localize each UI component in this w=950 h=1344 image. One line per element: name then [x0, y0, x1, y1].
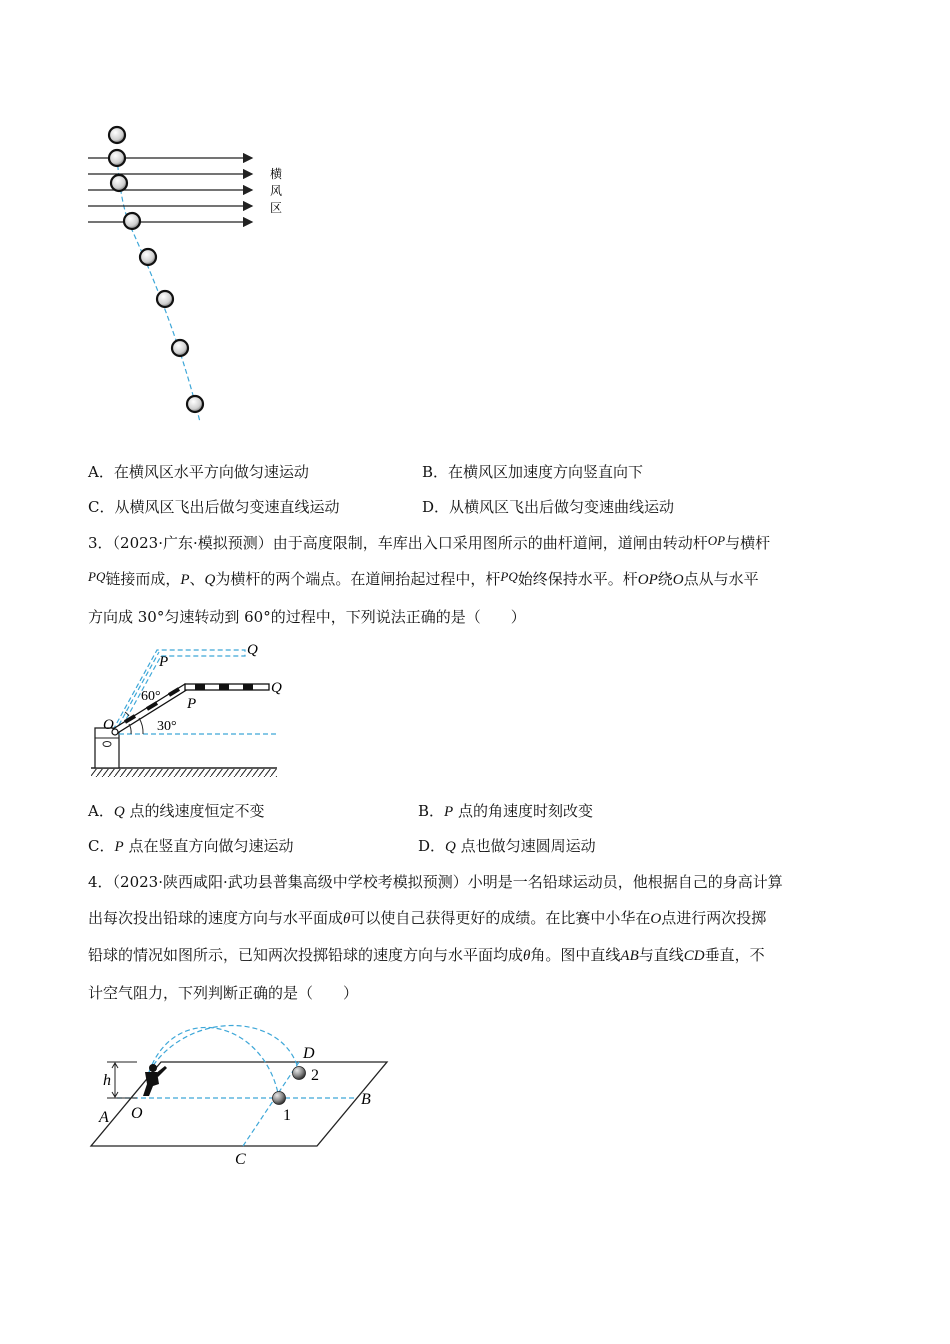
ball: [157, 291, 173, 307]
q3-var-q: Q: [204, 572, 216, 588]
q3-option-d-prefix: D．: [418, 837, 446, 855]
q3-var-pq: PQ: [500, 569, 518, 584]
q4-var-theta: θ: [523, 948, 531, 964]
q3-text: 始终保持水平。杆: [517, 570, 638, 588]
q3-option-c[interactable]: [88, 836, 293, 857]
label-30: 30°: [157, 719, 177, 734]
q3-option-d[interactable]: [418, 836, 596, 857]
q3-option-b-text: 点的角速度时刻改变: [457, 802, 593, 820]
label-o: O: [131, 1105, 143, 1122]
balls: [109, 127, 203, 412]
q3-var-op: OP: [707, 533, 726, 548]
label-c: C: [235, 1151, 246, 1168]
ball: [140, 249, 156, 265]
q4-var-theta: θ: [343, 911, 351, 927]
shot-put-figure: [85, 1010, 405, 1175]
label-1: 1: [283, 1107, 291, 1124]
q4-text: 出每次投出铅球的速度方向与水平面成: [88, 909, 344, 927]
q3-stem-line2: [88, 569, 759, 590]
q4-var-cd: CD: [683, 948, 705, 964]
q4-text: 与直线: [638, 946, 684, 964]
q3-option-b-prefix: B．: [418, 802, 445, 820]
shot-ball-2: [293, 1067, 306, 1080]
q4-text: 垂直，不: [704, 946, 765, 964]
q4-stem-line2: [88, 908, 766, 929]
label-a: A: [99, 1109, 109, 1126]
thrower-figure: [143, 1064, 167, 1096]
q4-stem-line1: 4．（2023·陕西咸阳·武功县普集高级中学校考模拟预测）小明是一名铅球运动员，他根据自己的身高计算: [88, 873, 783, 891]
q3-text: 点从与水平: [683, 570, 759, 588]
q4-text: 点进行两次投掷: [661, 909, 767, 927]
q3-text: 绕: [657, 570, 673, 588]
ball: [111, 175, 127, 191]
wind-label-2: 风: [270, 184, 283, 198]
ball: [109, 150, 125, 166]
ground-plane: [91, 1062, 387, 1146]
q3-text: 、: [189, 570, 205, 588]
ball: [124, 213, 140, 229]
barrier-gate-figure: [85, 632, 305, 780]
q3-text: 与横杆: [725, 534, 771, 552]
q3-option-c-var: P: [114, 839, 124, 855]
q3-var-p: P: [180, 572, 190, 588]
q4-var-ab: AB: [620, 948, 639, 964]
label-b: B: [361, 1091, 371, 1108]
q3-option-d-text: 点也做匀速圆周运动: [460, 837, 596, 855]
ball: [172, 340, 188, 356]
q3-var-pq: PQ: [88, 569, 106, 584]
label-h: h: [103, 1072, 111, 1089]
shot-ball-1: [273, 1092, 286, 1105]
q3-text: 为横杆的两个端点。在道闸抬起过程中，杆: [215, 570, 501, 588]
label-p-top: P: [159, 654, 169, 670]
wind-label-3: 区: [270, 201, 283, 215]
q3-var-op: OP: [637, 572, 658, 588]
q4-text: 可以使自己获得更好的成绩。在比赛中小华在: [350, 909, 651, 927]
q4-stem-line4: 计空气阻力，下列判断正确的是（ ）: [88, 984, 359, 1002]
q4-var-o: O: [650, 911, 662, 927]
label-o: O: [103, 717, 114, 733]
q4-stem-line3: [88, 945, 765, 966]
q3-option-a-var: Q: [113, 804, 125, 820]
rod-pq: [185, 684, 269, 690]
label-60: 60°: [141, 689, 161, 704]
q3-stem-line1: [88, 533, 770, 554]
q4-text: 角。图中直线: [530, 946, 621, 964]
label-q-bottom: Q: [271, 680, 282, 696]
wind-label-1: 横: [270, 167, 283, 181]
q2-option-a[interactable]: A．在横风区水平方向做匀速运动: [88, 463, 309, 481]
q3-option-a-text: 点的线速度恒定不变: [129, 802, 265, 820]
label-q-top: Q: [247, 642, 258, 658]
q3-text: 3．（2023·广东·模拟预测）由于高度限制，车库出入口采用图所示的曲杆道闸，道闸由转动杆: [88, 534, 708, 552]
ball: [187, 396, 203, 412]
q3-stem-line3: 方向成 30°匀速转动到 60°的过程中，下列说法正确的是（ ）: [88, 608, 526, 626]
label-d: D: [303, 1045, 315, 1062]
q3-var-o: O: [672, 572, 684, 588]
q3-option-c-text: 点在竖直方向做匀速运动: [128, 837, 294, 855]
q3-option-a-prefix: A．: [88, 802, 114, 820]
ball: [109, 127, 125, 143]
q4-text: 铅球的情况如图所示，已知两次投掷铅球的速度方向与水平面均成: [88, 946, 524, 964]
q3-text: 链接而成，: [105, 570, 181, 588]
q2-option-c[interactable]: C．从横风区飞出后做匀变速直线运动: [88, 498, 340, 516]
q3-option-d-var: Q: [445, 839, 456, 855]
label-2: 2: [311, 1067, 319, 1084]
q2-option-b[interactable]: B．在横风区加速度方向竖直向下: [422, 463, 644, 481]
label-p-bottom: P: [187, 696, 197, 712]
trajectory-dashed: [117, 157, 200, 422]
q3-option-b[interactable]: [418, 801, 593, 822]
q2-option-d[interactable]: D．从横风区飞出后做匀变速曲线运动: [422, 498, 675, 516]
wind-arrows: [88, 158, 252, 222]
q3-option-b-var: P: [444, 804, 454, 820]
crosswind-figure: [80, 120, 300, 430]
q3-option-a[interactable]: [88, 801, 264, 822]
q3-option-c-prefix: C．: [88, 837, 115, 855]
